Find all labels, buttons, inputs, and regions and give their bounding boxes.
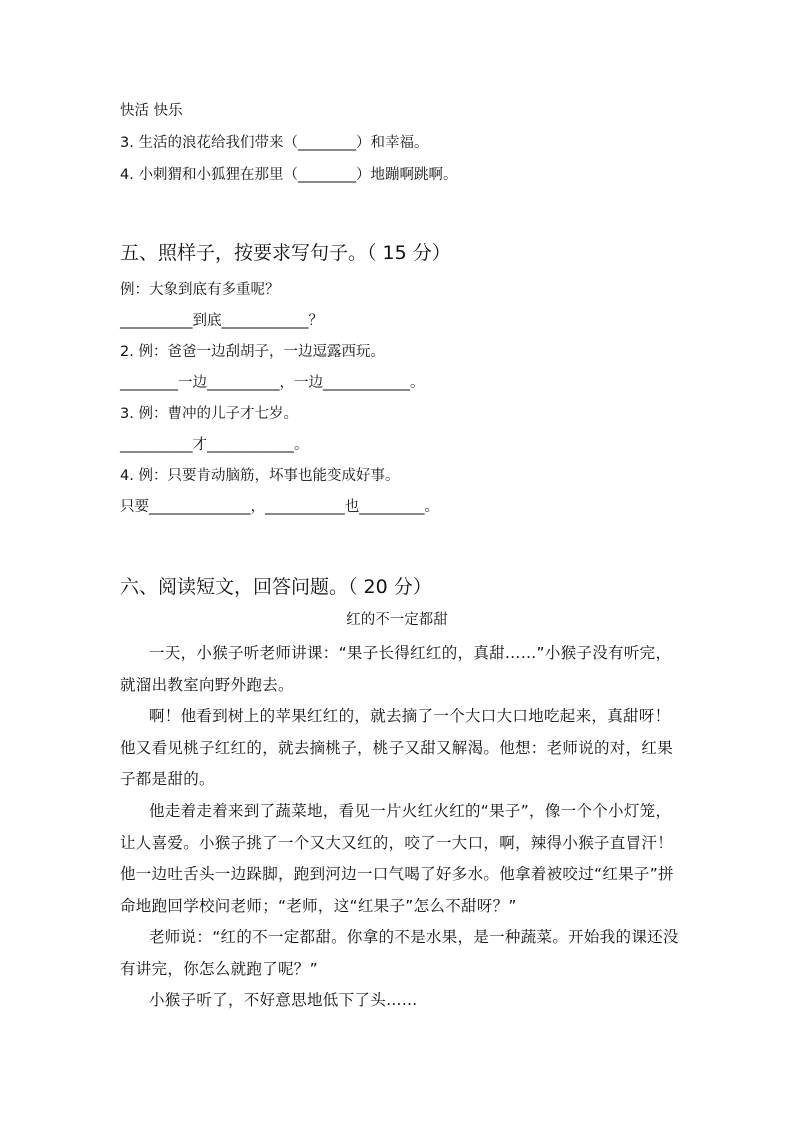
example-3: 3. 例：曹冲的儿子才七岁。 [120,406,298,422]
example-1: 例：大象到底有多重呢？ [120,282,280,298]
section-5-heading: 五、照样子，按要求写句子。（ 15 分） [120,242,451,264]
example-4-blank: 只要______________，___________也_________。 [120,499,439,515]
example-2-blank: ________一边__________，一边____________。 [120,375,425,391]
question-4: 4. 小刺猬和小狐狸在那里（________）地蹦啊跳啊。 [120,167,458,183]
word-pair: 快活 快乐 [120,103,183,119]
story-title: 红的不一定都甜 [346,612,448,628]
story-paragraph: 啊！他看到树上的苹果红红的，就去摘了一个大口大口地吃起来，真甜呀！他又看见桃子红红的，就去摘桃子，桃子又甜又解渴。他想：老师说的对，红果子都是甜的。 [120,707,674,788]
example-4: 4. 例：只要肯动脑筋，坏事也能变成好事。 [120,468,400,484]
question-3: 3. 生活的浪花给我们带来（________）和幸福。 [120,135,429,151]
example-2: 2. 例：爸爸一边刮胡子，一边逗露西玩。 [120,344,385,360]
story-paragraph: 小猴子听了，不好意思地低下了头…… [149,991,418,1009]
section-6-heading: 六、阅读短文，回答问题。（ 20 分） [120,576,432,598]
example-1-blank: __________到底____________？ [120,313,323,329]
story-paragraph: 老师说：“红的不一定都甜。你拿的不是水果，是一种蔬菜。开始我的课还没有讲完，你怎么就跑了呢？” [120,928,679,978]
story-paragraph: 他走着走着来到了蔬菜地，看见一片火红火红的“果子”，像一个个小灯笼，让人喜爱。小猴子挑了一个又大又红的，咬了一大口，啊，辣得小猴子直冒汗！他一边吐舌头一边跺脚，跑到河边一口气喝了好多水。他拿着被咬过“红果子”拼命地跑回学校问老师；“老师，这“红果子”怎么不甜呀？” [120,802,674,915]
example-3-blank: __________才____________。 [120,437,309,453]
story-paragraph: 一天，小猴子听老师讲课：“果子长得红红的，真甜……”小猴子没有听完，就溜出教室向野外跑去。 [120,644,672,694]
